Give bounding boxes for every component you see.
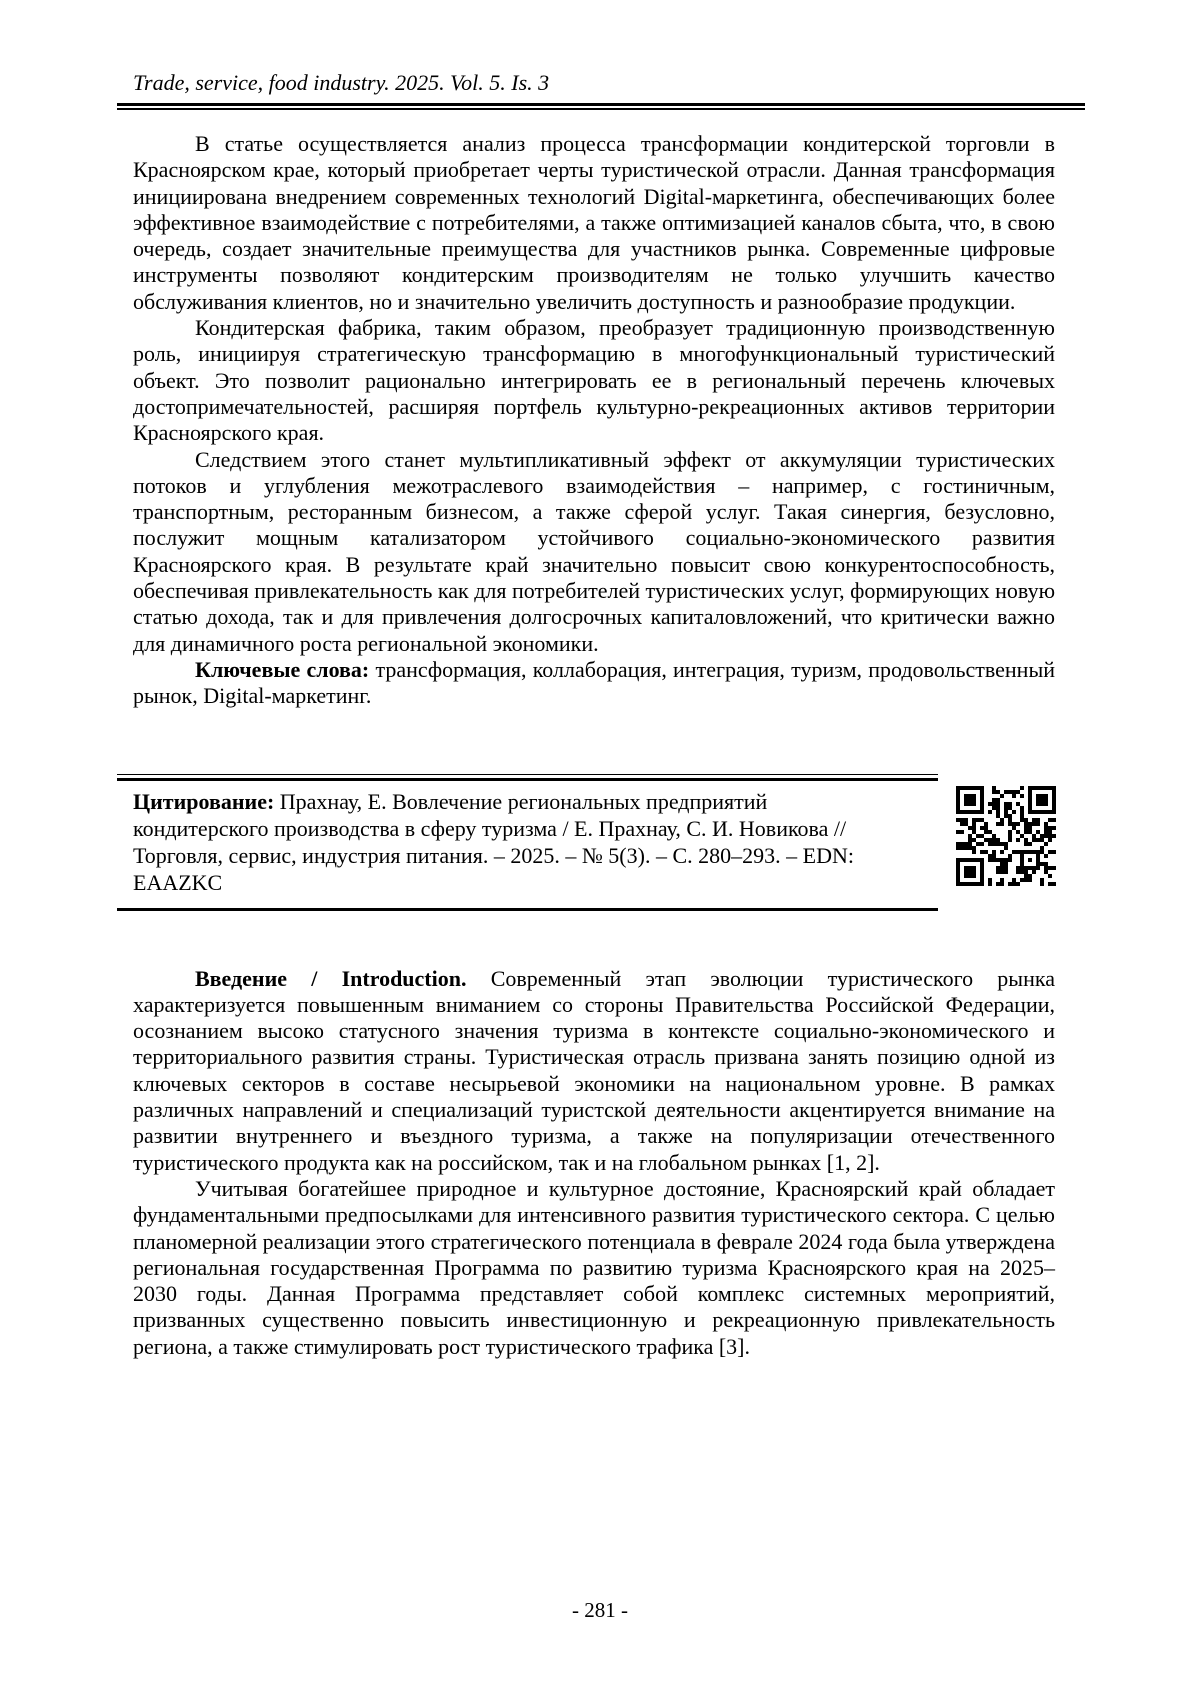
citation-reference: Прахнау, Е. Вовлечение региональных предприятий кондитерского производства в сферу туризма / Е. Прахнау, С. И. Новикова // Торговля, сервис, индустрия питания. – 2025. – № 5(3). – С. 280–293. – EDN: EAAZKC bbox=[133, 788, 854, 895]
page-content bbox=[117, 70, 1085, 1360]
introduction-section bbox=[117, 966, 1085, 1360]
intro-paragraph bbox=[133, 966, 1055, 1176]
abstract-paragraph: Следствием этого станет мультипликативный эффект от аккумуляции туристических потоков и углубления межотраслевого взаимодействия – например, с гостиничным, транспортным, ресторанным бизнесом, а также сферой услуг. Такая синергия, безусловно, послужит мощным катализатором устойчивого социально-экономического развития Красноярского края. В результате край значительно повысит свою конкурентоспособность, обеспечивая привлекательность как для потребителей туристических услуг, формирующих новую статью дохода, так и для привлечения долгосрочных капиталовложений, что критически важно для динамичного роста региональной экономики. bbox=[133, 446, 1055, 656]
citation-box bbox=[117, 774, 938, 911]
keywords-paragraph bbox=[133, 657, 1055, 710]
keywords-text: трансформация, коллаборация, интеграция, туризм, продовольственный рынок, Digital-маркетинг. bbox=[133, 656, 1056, 709]
abstract-section bbox=[117, 131, 1085, 710]
running-head: Trade, service, food industry. 2025. Vol. 5. Is. 3 bbox=[133, 70, 550, 95]
citation-label: Цитирование: bbox=[133, 788, 275, 814]
abstract-paragraph: В статье осуществляется анализ процесса трансформации кондитерской торговли в Красноярском крае, который приобретает черты туристической отрасли. Данная трансформация инициирована внедрением современных технологий Digital-маркетинга, обеспечивающих более эффективное взаимодействие с потребителями, а также оптимизацией каналов сбыта, что, в свою очередь, создает значительные преимущества для участников рынка. Современные цифровые инструменты позволяют кондитерским производителям не только улучшить качество обслуживания клиентов, но и значительно увеличить доступность и разнообразие продукции. bbox=[133, 131, 1055, 314]
citation-text bbox=[133, 788, 878, 896]
intro-paragraph-text: Современный этап эволюции туристического рынка характеризуется повышенным вниманием со стороны Правительства Российской Федерации, осознанием высоко статусного значения туризма в контексте социально-экономического и территориального развития страны. Туристическая отрасль призвана занять позицию одной из ключевых секторов в составе несырьевой экономики на национальном уровне. В рамках различных направлений и специализаций туристской деятельности акцентируется внимание на развитии внутреннего и въездного туризма, а также на популяризации отечественного туристического продукта как на российском, так и на глобальном рынках [1, 2]. bbox=[133, 965, 1055, 1175]
citation-body bbox=[117, 781, 938, 908]
introduction-heading: Введение / Introduction. bbox=[195, 965, 467, 991]
citation-bottom-rule bbox=[117, 908, 938, 911]
page-number: - 281 - bbox=[572, 1598, 628, 1622]
header-divider-rule bbox=[117, 103, 1085, 110]
qr-code-icon bbox=[956, 786, 1056, 886]
citation-section bbox=[117, 774, 1085, 911]
keywords-label: Ключевые слова: bbox=[195, 656, 370, 682]
intro-paragraph: Учитывая богатейшее природное и культурное достояние, Красноярский край обладает фундаментальными предпосылками для интенсивного развития туристического сектора. С целью планомерной реализации этого стратегического потенциала в феврале 2024 года была утверждена региональная государственная Программа по развитию туризма Красноярского края на 2025–2030 годы. Данная Программа представляет собой комплекс системных мероприятий, призванных существенно повысить инвестиционную и рекреационную привлекательность региона, а также стимулировать рост туристического трафика [3]. bbox=[133, 1175, 1055, 1359]
citation-top-rule bbox=[117, 774, 938, 781]
abstract-paragraph: Кондитерская фабрика, таким образом, преобразует традиционную производственную роль, инициируя стратегическую трансформацию в многофункциональный туристический объект. Это позволит рационально интегрировать ее в региональный перечень ключевых достопримечательностей, расширяя портфель культурно-рекреационных активов территории Красноярского края. bbox=[133, 315, 1055, 446]
